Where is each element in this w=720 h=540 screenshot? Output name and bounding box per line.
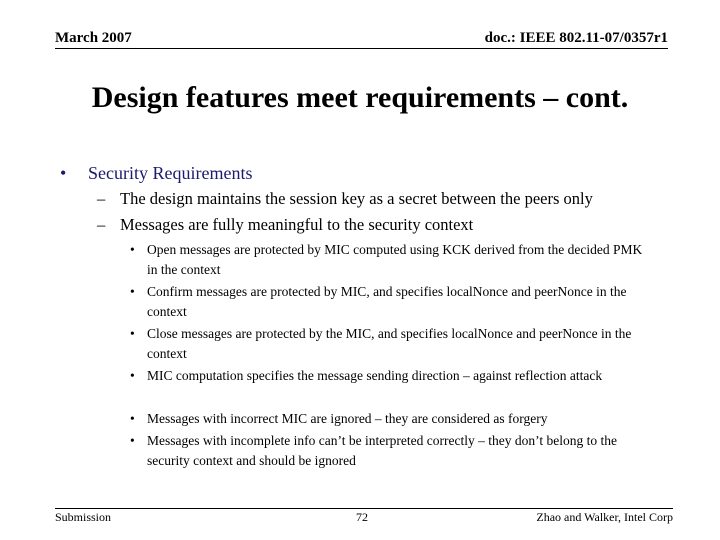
detail-bullet xyxy=(130,409,650,429)
footer-submission: Submission xyxy=(55,510,112,524)
sub-bullet xyxy=(97,189,593,209)
detail-bullet xyxy=(130,431,650,470)
header-doc-id: doc.: IEEE 802.11-07/0357r1 xyxy=(484,30,668,46)
detail-bullet xyxy=(130,282,650,321)
detail-bullet xyxy=(130,240,650,279)
detail-text: Open messages are protected by MIC computed using KCK derived from the decided PMK in the context xyxy=(147,242,643,277)
footer-divider xyxy=(55,508,673,509)
bullet-marker: • xyxy=(60,163,67,183)
detail-text: Close messages are protected by the MIC, and specifies localNonce and peerNonce in the context xyxy=(147,326,632,361)
sub-bullet-text: The design maintains the session key as a secret between the peers only xyxy=(120,189,593,208)
detail-bullet xyxy=(130,324,650,363)
footer-page-number: 72 xyxy=(356,510,368,524)
slide-title: Design features meet requirements – cont. xyxy=(91,81,629,114)
bullet-marker: • xyxy=(130,411,135,426)
dash-marker: – xyxy=(97,215,106,234)
sub-bullet xyxy=(97,215,473,235)
detail-bullet xyxy=(130,366,650,386)
sub-bullet-text: Messages are fully meaningful to the security context xyxy=(120,215,474,234)
detail-text: MIC computation specifies the message sending direction – against reflection attack xyxy=(147,368,603,383)
detail-text: Messages with incorrect MIC are ignored – they are considered as forgery xyxy=(147,411,548,426)
bullet-marker: • xyxy=(130,284,135,299)
header-divider xyxy=(55,48,668,49)
bullet-marker: • xyxy=(130,326,135,341)
header-date: March 2007 xyxy=(55,30,132,46)
bullet-marker: • xyxy=(130,242,135,257)
detail-text: Confirm messages are protected by MIC, and specifies localNonce and peerNonce in the context xyxy=(147,284,627,319)
detail-text: Messages with incomplete info can’t be interpreted correctly – they don’t belong to the security context and should be ignored xyxy=(147,433,617,468)
footer-authors: Zhao and Walker, Intel Corp xyxy=(536,510,673,524)
bullet-level1-text: Security Requirements xyxy=(88,163,253,183)
bullet-level1 xyxy=(60,163,252,184)
bullet-marker: • xyxy=(130,368,135,383)
dash-marker: – xyxy=(97,189,106,208)
bullet-marker: • xyxy=(130,433,135,448)
